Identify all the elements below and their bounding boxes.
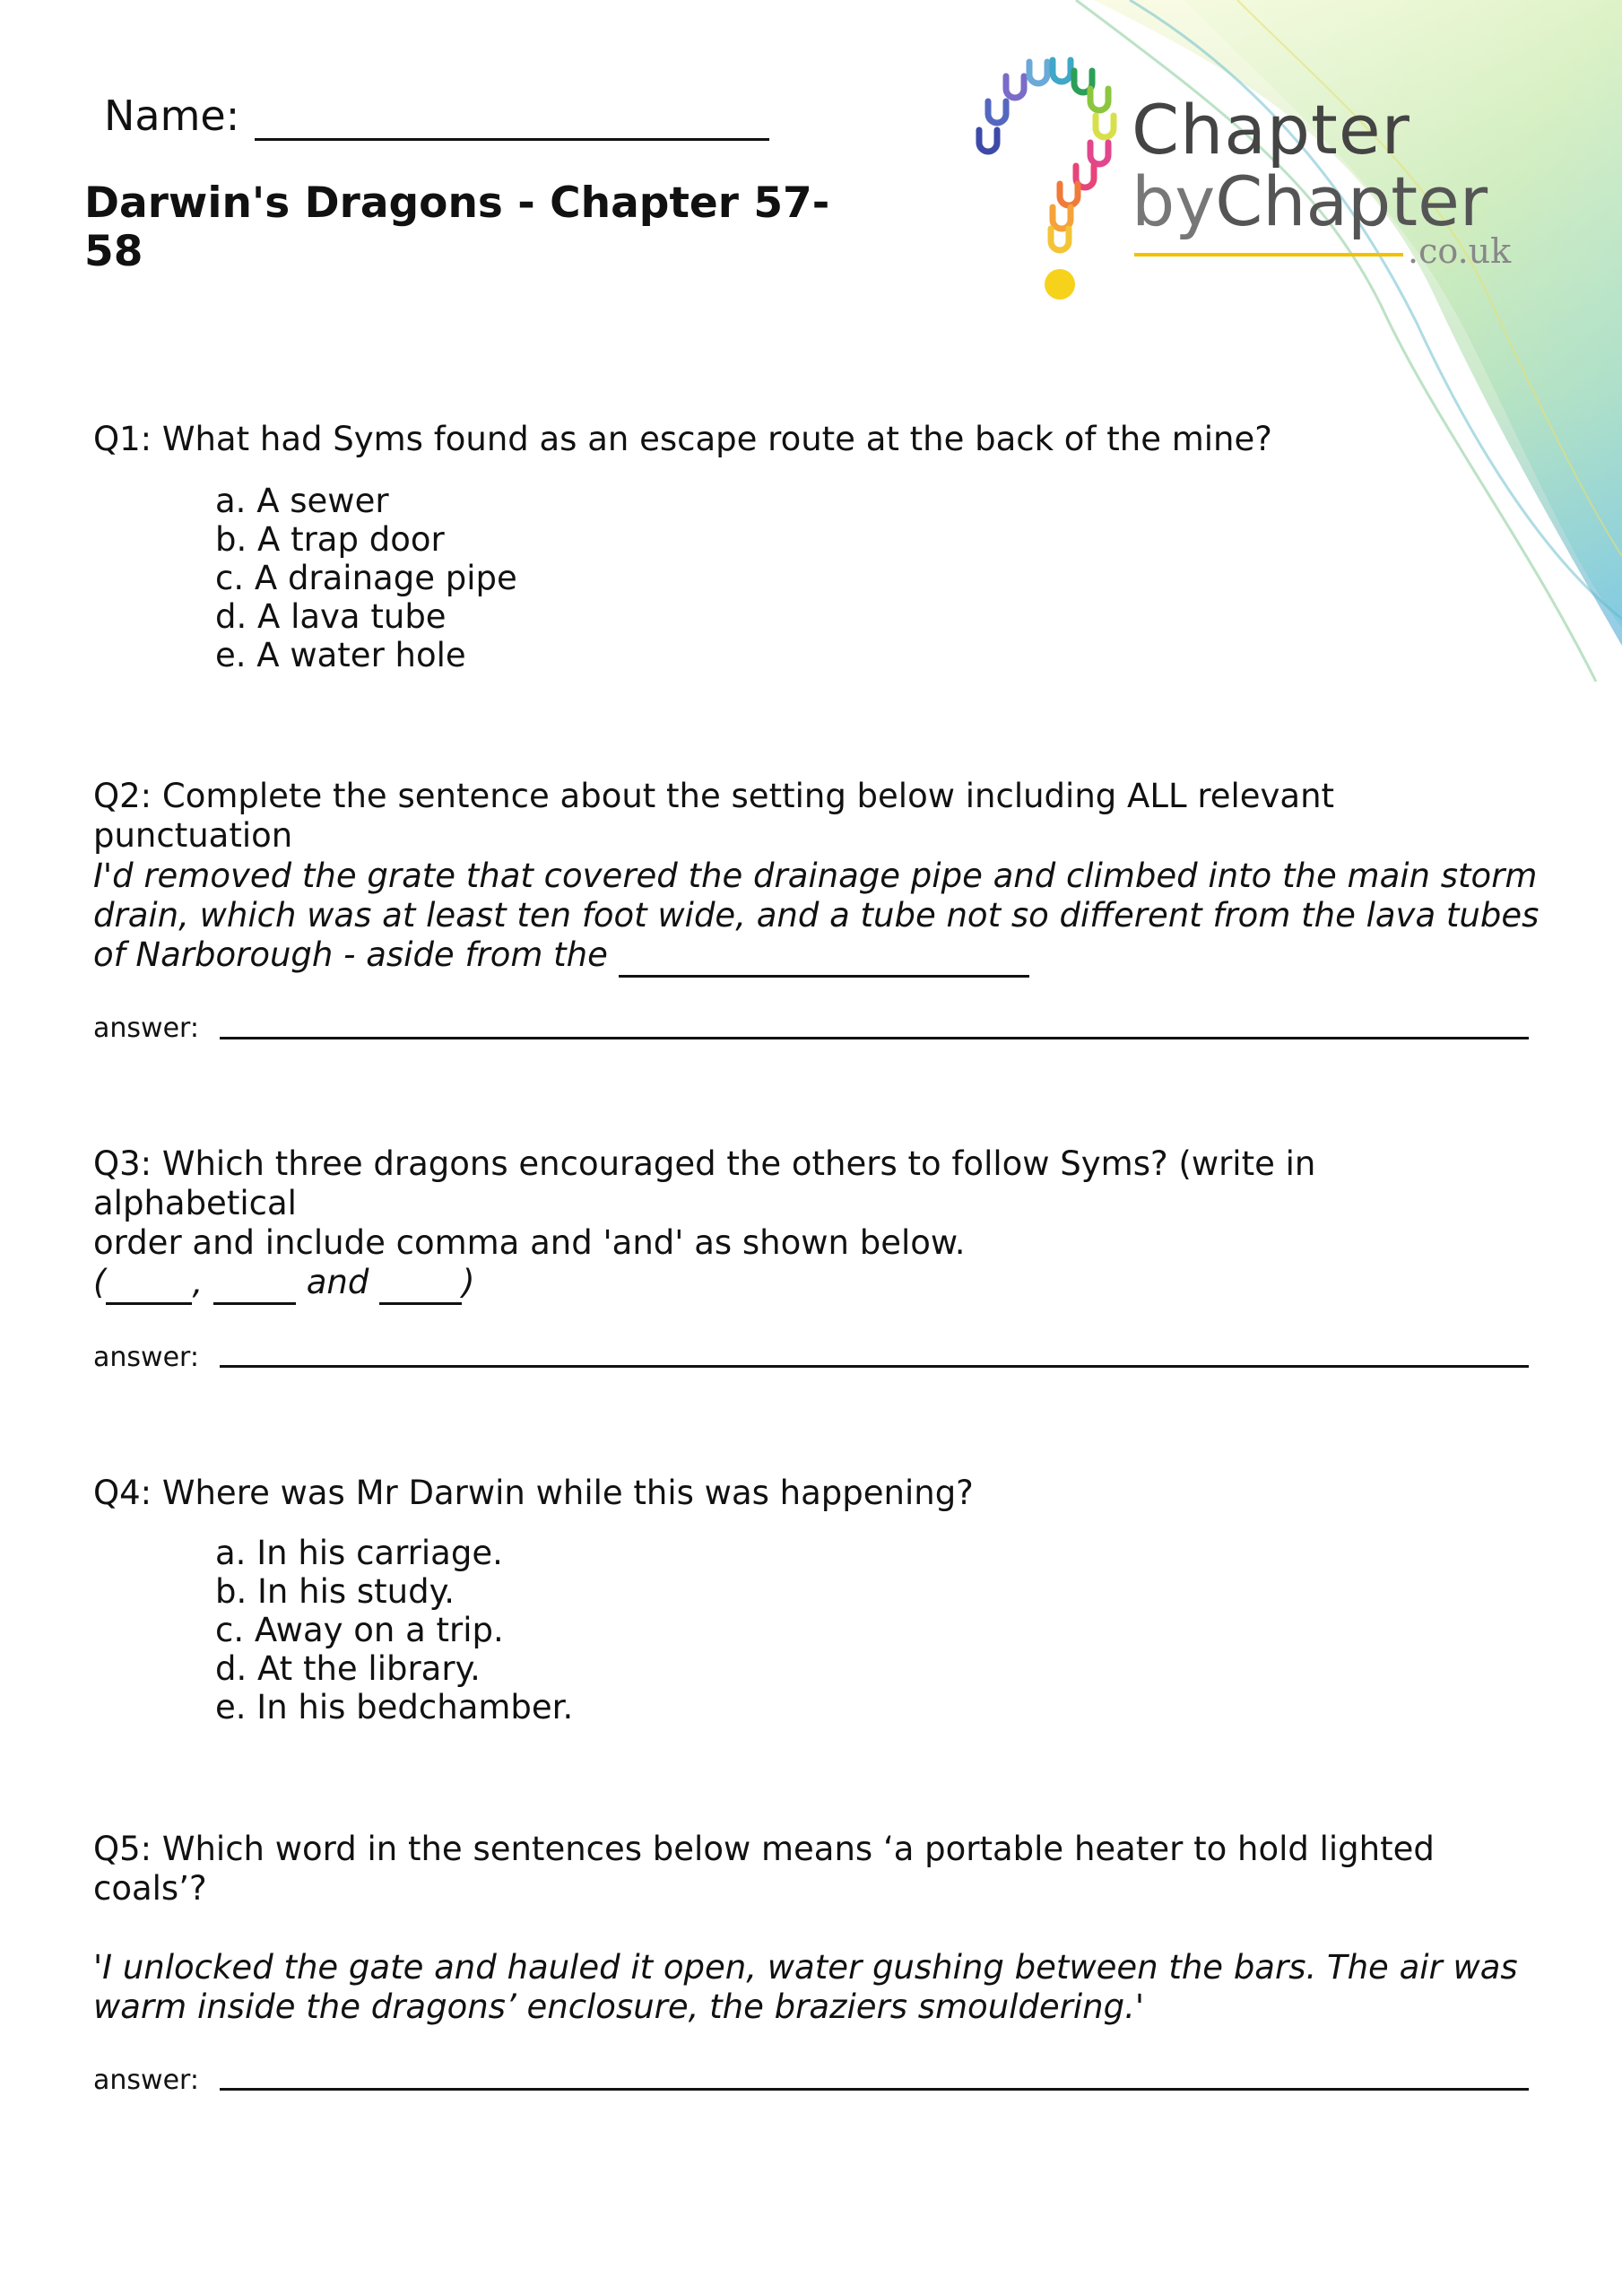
fill-in-blank <box>619 935 1029 978</box>
pattern-open: ( <box>93 1263 107 1301</box>
option: d. A lava tube <box>215 597 447 636</box>
quote-line: 'I unlocked the gate and hauled it open, water gushing between the bars. The air was <box>93 1948 1518 1987</box>
question-4-options <box>215 1534 573 1726</box>
option: e. In his bedchamber. <box>215 1688 574 1726</box>
pattern-and: and <box>306 1263 369 1301</box>
option: b. In his study. <box>215 1572 455 1611</box>
option: a. A sewer <box>215 482 389 520</box>
question-2-quote <box>93 857 1546 978</box>
brand-line-chapter: Chapter <box>1132 90 1410 170</box>
prompt-line: order and include comma and 'and' as shown below. <box>93 1223 966 1262</box>
pattern-comma: , <box>192 1263 204 1301</box>
question-3-answer-label: answer: <box>93 1342 199 1373</box>
worksheet-title: Darwin's Dragons - Chapter 57-58 <box>84 178 830 276</box>
blank-1 <box>106 1263 192 1305</box>
quote-line: of Narborough - aside from the <box>93 935 608 974</box>
question-3-prompt <box>93 1144 1528 1263</box>
option: b. A trap door <box>215 520 445 559</box>
question-1-options <box>215 482 517 674</box>
question-3-pattern <box>93 1263 1546 1305</box>
brand-line-by-chapter <box>1132 161 1488 241</box>
question-4-prompt: Q4: Where was Mr Darwin while this was happening? <box>93 1474 974 1512</box>
blank-2 <box>213 1263 296 1305</box>
option: e. A water hole <box>215 636 466 674</box>
quote-line: drain, which was at least ten foot wide, and a tube not so different from the lava tubes <box>93 896 1540 935</box>
question-3-answer-line[interactable] <box>220 1365 1529 1368</box>
option: c. Away on a trip. <box>215 1611 504 1649</box>
prompt-line: Q5: Which word in the sentences below means ‘a portable heater to hold lighted <box>93 1830 1435 1868</box>
name-label: Name: <box>104 91 240 140</box>
brand-by: by <box>1132 161 1216 241</box>
brand-chapter-2: Chapter <box>1215 161 1488 241</box>
option: c. A drainage pipe <box>215 559 517 597</box>
prompt-line: Q3: Which three dragons encouraged the others to follow Syms? (write in alphabetical <box>93 1144 1316 1222</box>
question-2-answer-label: answer: <box>93 1013 199 1044</box>
brand-underline <box>1134 253 1403 257</box>
name-input-line[interactable] <box>255 138 769 141</box>
pattern-close: ) <box>462 1263 475 1301</box>
question-5-answer-label: answer: <box>93 2065 199 2096</box>
quote-line-with-blank <box>93 935 1546 978</box>
question-5-answer-line[interactable] <box>220 2088 1529 2091</box>
question-1-prompt: Q1: What had Syms found as an escape route at the back of the mine? <box>93 420 1272 458</box>
question-2-answer-line[interactable] <box>220 1037 1529 1039</box>
blank-3 <box>379 1263 462 1305</box>
chapter-by-chapter-logo-icon <box>959 49 1121 309</box>
option: a. In his carriage. <box>215 1534 503 1572</box>
option: d. At the library. <box>215 1649 481 1688</box>
quote-line: warm inside the dragons’ enclosure, the braziers smouldering.' <box>93 1987 1145 2026</box>
question-5-prompt <box>93 1830 1528 1909</box>
brand-domain: .co.uk <box>1408 231 1512 271</box>
quote-line: I'd removed the grate that covered the drainage pipe and climbed into the main storm <box>93 857 1538 895</box>
question-5-quote <box>93 1948 1546 2027</box>
prompt-line: coals’? <box>93 1869 207 1908</box>
question-2-prompt: Q2: Complete the sentence about the setting below including ALL relevant punctuation <box>93 777 1335 855</box>
